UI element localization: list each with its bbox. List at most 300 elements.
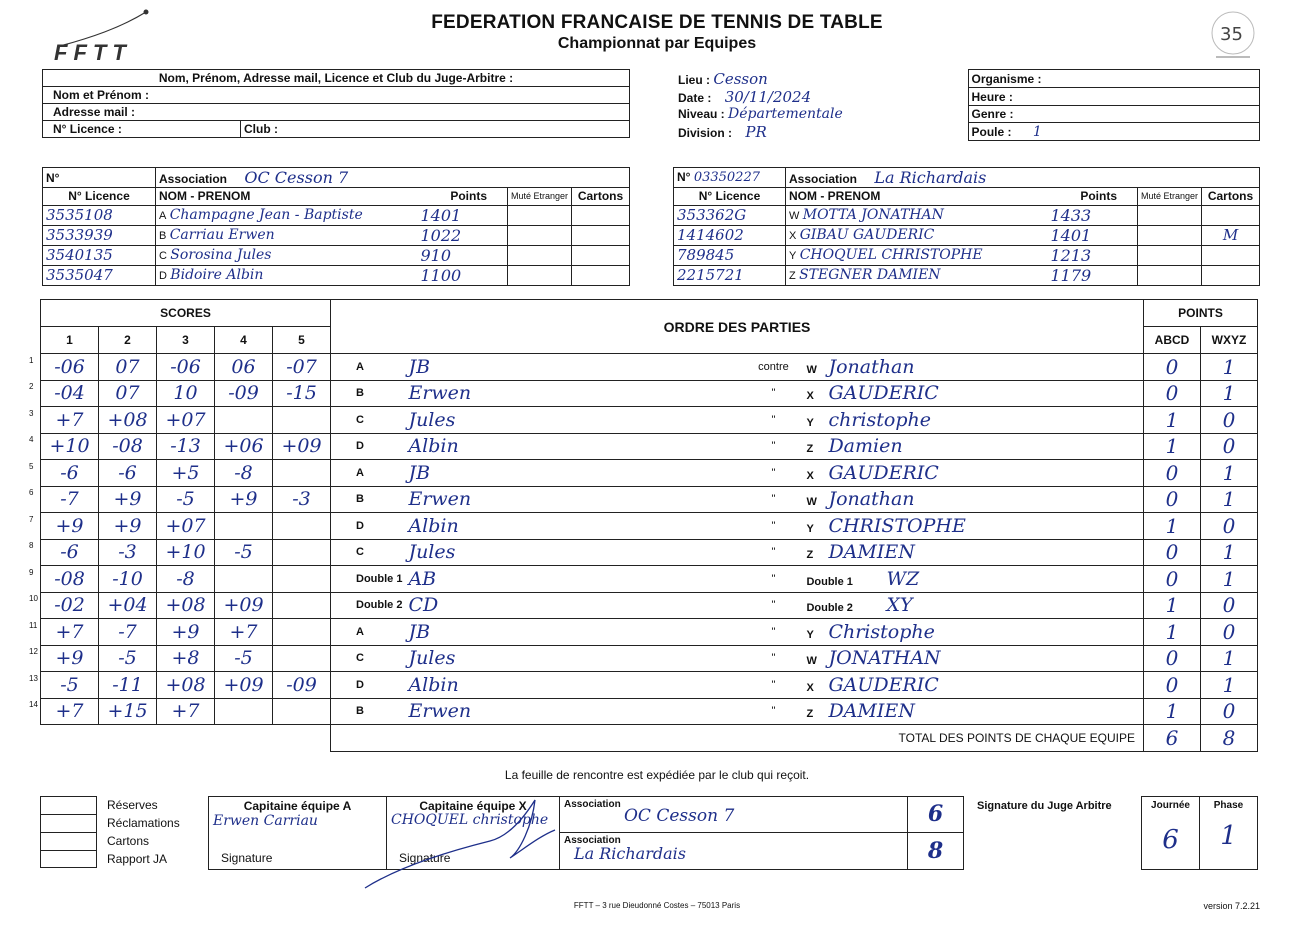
- team-a-player-points: 1401: [418, 205, 508, 225]
- contre-mark: ": [743, 645, 803, 672]
- team-a-player-name-cell: [156, 205, 418, 225]
- x-player: Jonathan: [828, 355, 915, 378]
- assoc-a-score: 6: [908, 797, 964, 833]
- team-x-player-points: 1433: [1048, 205, 1138, 225]
- team-x-col-points: Points: [1048, 188, 1138, 206]
- partie-number: 6: [29, 488, 34, 498]
- version-label: version 7.2.21: [1203, 901, 1260, 911]
- team-x-player-name-cell: [786, 205, 1048, 225]
- set-score: [215, 460, 273, 487]
- niveau-cell: [675, 106, 968, 123]
- team-a-player-points: 1100: [418, 265, 508, 285]
- set-score: [29, 433, 99, 460]
- points-abcd: 0: [1144, 460, 1201, 487]
- partie-number: 10: [29, 594, 38, 604]
- team-a-player-name: Carriau Erwen: [169, 227, 275, 243]
- genre-label: Genre :: [968, 106, 1260, 123]
- points-wxyz: 1: [1201, 539, 1258, 566]
- points-wxyz: 1: [1201, 486, 1258, 513]
- set-3-label: 3: [157, 327, 215, 354]
- set-score-value: 10: [173, 382, 198, 405]
- a-player: JB: [405, 619, 743, 646]
- set-score-value: +09: [223, 673, 264, 696]
- set-score: [99, 592, 157, 619]
- set-score-value: -6: [118, 461, 137, 484]
- expedie-note: La feuille de rencontre est expédiée par le club qui reçoit.: [504, 768, 810, 782]
- contre-mark: ": [743, 380, 803, 407]
- team-x-player-name: MOTTA JONATHAN: [802, 207, 944, 223]
- a-player: Jules: [405, 539, 743, 566]
- x-cell: [803, 486, 1143, 513]
- a-player: Albin: [405, 672, 743, 699]
- set-score: [273, 354, 331, 381]
- partie-row: [41, 672, 1258, 699]
- set-score-value: -5: [176, 488, 195, 511]
- team-x-assoc-label: Association: [789, 172, 858, 186]
- set-score-value: -7: [60, 488, 79, 511]
- set-score: [29, 513, 99, 540]
- set-score-value: -08: [112, 435, 143, 458]
- ja-heading: Nom, Prénom, Adresse mail, Licence et Club du Juge-Arbitre :: [43, 70, 630, 87]
- set-score-value: -5: [234, 647, 253, 670]
- date-cell: [675, 88, 968, 106]
- cap-a-name: Erwen Carriau: [213, 813, 318, 829]
- points-abcd: 0: [1144, 645, 1201, 672]
- organisme-label: Organisme :: [968, 70, 1260, 88]
- points-wxyz: 0: [1201, 433, 1258, 460]
- assoc-x-cell: [560, 832, 908, 869]
- a-letter: B: [331, 698, 406, 725]
- date-label: Date :: [678, 90, 712, 105]
- a-letter: A: [331, 460, 406, 487]
- set-score: [273, 698, 331, 725]
- team-x-num-label: N°: [677, 170, 691, 184]
- set-score: [215, 486, 273, 513]
- anniversary-logo: [1206, 6, 1260, 64]
- phase-value: 1: [1220, 821, 1237, 851]
- set-score: [29, 698, 99, 725]
- set-score-value: +15: [107, 700, 148, 723]
- set-score-value: +07: [165, 514, 206, 537]
- set-score: [157, 354, 215, 381]
- partie-number: 8: [29, 541, 34, 551]
- set-score: [215, 672, 273, 699]
- partie-row: [41, 619, 1258, 646]
- set-score: [99, 698, 157, 725]
- total-label: TOTAL DES POINTS DE CHAQUE EQUIPE: [331, 725, 1144, 752]
- set-score: [215, 407, 273, 434]
- a-player: Jules: [405, 407, 743, 434]
- partie-number: 2: [29, 382, 34, 392]
- set-score-value: +9: [55, 647, 84, 670]
- a-player: Jules: [405, 645, 743, 672]
- team-x-player-points: 1179: [1048, 265, 1138, 285]
- assoc-x-label: Association: [564, 834, 621, 846]
- partie-row: [41, 698, 1258, 725]
- team-x-player-licence: 789845: [674, 245, 786, 265]
- points-label: POINTS: [1144, 300, 1258, 327]
- cap-a-cell: [209, 797, 387, 870]
- team-a-player-row: [43, 225, 630, 245]
- ja-mail-label: Adresse mail :: [43, 104, 630, 121]
- points-abcd: 0: [1144, 486, 1201, 513]
- x-cell: [803, 407, 1143, 434]
- rapport-ja-box[interactable]: [40, 850, 97, 868]
- set-score-value: -07: [286, 355, 317, 378]
- set-score: [273, 619, 331, 646]
- parties-table: [29, 299, 1258, 752]
- team-x-col-nom: NOM - PRENOM: [786, 188, 1048, 206]
- x-cell: [803, 460, 1143, 487]
- set-score-value: -09: [228, 382, 259, 405]
- x-player: Jonathan: [828, 488, 915, 511]
- points-wxyz: 1: [1201, 672, 1258, 699]
- partie-number: 9: [29, 567, 34, 577]
- set-score: [215, 380, 273, 407]
- set-score-value: +08: [107, 408, 148, 431]
- x-player: DAMIEN: [828, 541, 915, 564]
- team-a-player-letter: D: [159, 270, 167, 282]
- x-letter: Y: [806, 522, 814, 535]
- set-score: [29, 672, 99, 699]
- x-letter: Double 1: [806, 575, 853, 588]
- team-x-player-mute: [1138, 245, 1202, 265]
- team-x-table: [673, 167, 1260, 286]
- set-score: [29, 619, 99, 646]
- points-wxyz: 1: [1201, 354, 1258, 381]
- match-info-table: [675, 69, 1260, 141]
- team-a-player-name: Champagne Jean - Baptiste: [169, 207, 363, 223]
- set-score-value: -6: [60, 461, 79, 484]
- x-player: WZ: [886, 567, 920, 590]
- points-abcd: 1: [1144, 407, 1201, 434]
- team-a-player-mute: [508, 225, 572, 245]
- partie-number: 12: [29, 647, 38, 657]
- x-cell: [803, 645, 1143, 672]
- set-score-value: +09: [281, 435, 322, 458]
- points-abcd: 0: [1144, 566, 1201, 593]
- x-cell: [803, 380, 1143, 407]
- reserve-boxes: [40, 796, 180, 868]
- reclamations-box[interactable]: [40, 814, 97, 832]
- contre-mark: ": [743, 433, 803, 460]
- team-x-col-licence: N° Licence: [674, 188, 786, 206]
- x-player: Christophe: [828, 620, 935, 643]
- set-score-value: +9: [113, 488, 142, 511]
- phase-cell: [1200, 797, 1258, 870]
- journee-phase-table: [1141, 796, 1258, 870]
- reclamations-label: Réclamations: [107, 816, 180, 830]
- x-player: DAMIEN: [828, 700, 915, 723]
- team-a-player-letter: C: [159, 250, 167, 262]
- points-wxyz: 1: [1201, 645, 1258, 672]
- x-player: GAUDERIC: [828, 673, 939, 696]
- team-x-assoc-cell: [786, 168, 1260, 188]
- cap-x-signature-label: Signature: [399, 851, 451, 865]
- lieu-label: Lieu :: [678, 72, 710, 87]
- team-a-table: [42, 167, 630, 286]
- set-score: [157, 672, 215, 699]
- set-score: [99, 513, 157, 540]
- lieu-value: Cesson: [713, 69, 768, 88]
- a-player: AB: [405, 566, 743, 593]
- team-x-player-licence: 353362G: [674, 205, 786, 225]
- x-letter: Y: [806, 416, 814, 429]
- poule-label: Poule :: [971, 124, 1012, 139]
- a-letter: D: [331, 672, 406, 699]
- a-letter: A: [331, 619, 406, 646]
- a-player: Albin: [405, 433, 743, 460]
- team-a-player-letter: A: [159, 210, 167, 222]
- partie-row: [41, 433, 1258, 460]
- team-x-player-letter: Y: [789, 250, 797, 262]
- team-x-col-cartons: Cartons: [1202, 188, 1260, 206]
- team-x-player-name: GIBAU GAUDERIC: [799, 227, 935, 243]
- partie-row: [41, 592, 1258, 619]
- a-player: CD: [405, 592, 743, 619]
- set-score: [29, 460, 99, 487]
- x-player: JONATHAN: [828, 647, 941, 670]
- abcd-label: ABCD: [1144, 327, 1201, 354]
- set-score-value: +9: [55, 514, 84, 537]
- total-wxyz: 8: [1201, 725, 1258, 752]
- team-x-col-mute: Muté Etranger: [1138, 188, 1202, 206]
- set-score: [29, 645, 99, 672]
- team-a-player-name-cell: [156, 265, 418, 285]
- team-x-player-name: STEGNER DAMIEN: [799, 267, 941, 283]
- x-player: CHRISTOPHE: [828, 514, 966, 537]
- a-letter: B: [331, 486, 406, 513]
- journee-value: 6: [1162, 825, 1179, 855]
- set-score-value: +5: [171, 461, 200, 484]
- team-a-num-label: N°: [43, 168, 156, 188]
- team-x-player-carton: [1202, 205, 1260, 225]
- set-score-value: +9: [229, 488, 258, 511]
- partie-number: 3: [29, 408, 34, 418]
- set-score: [99, 407, 157, 434]
- set-score: [157, 513, 215, 540]
- set-5-label: 5: [273, 327, 331, 354]
- partie-number: 13: [29, 673, 38, 683]
- x-letter: W: [806, 496, 817, 509]
- team-x-player-row: [674, 225, 1260, 245]
- partie-row: [41, 380, 1258, 407]
- set-score-value: 06: [231, 355, 256, 378]
- points-abcd: 1: [1144, 513, 1201, 540]
- set-score-value: +7: [229, 620, 258, 643]
- total-abcd: 6: [1144, 725, 1201, 752]
- set-score: [273, 380, 331, 407]
- team-a-player-licence: 3535047: [43, 265, 156, 285]
- set-score: [273, 460, 331, 487]
- contre-mark: ": [743, 619, 803, 646]
- set-score: [157, 433, 215, 460]
- set-score: [99, 672, 157, 699]
- points-wxyz: 0: [1201, 592, 1258, 619]
- a-player: Erwen: [405, 486, 743, 513]
- set-score-value: -6: [60, 541, 79, 564]
- x-cell: [803, 698, 1143, 725]
- fftt-address: FFTT – 3 rue Dieudonné Costes – 75013 Paris: [573, 901, 741, 910]
- partie-row: [41, 513, 1258, 540]
- team-x-player-row: [674, 245, 1260, 265]
- team-a-assoc-cell: [156, 168, 630, 188]
- set-score: [215, 354, 273, 381]
- set-score: [273, 486, 331, 513]
- ja-signature-label: Signature du Juge Arbitre: [977, 800, 1112, 812]
- set-1-label: 1: [41, 327, 99, 354]
- x-cell: [803, 433, 1143, 460]
- heure-label: Heure :: [968, 88, 1260, 106]
- captains-table: [208, 796, 964, 870]
- set-score: [215, 566, 273, 593]
- contre-mark: ": [743, 513, 803, 540]
- points-abcd: 0: [1144, 380, 1201, 407]
- team-x-num-cell: [674, 168, 786, 188]
- cap-x-label: Capitaine équipe X: [419, 799, 527, 813]
- team-x-player-name-cell: [786, 245, 1048, 265]
- team-x-player-points: 1401: [1048, 225, 1138, 245]
- set-score: [29, 566, 99, 593]
- team-a-col-licence: N° Licence: [43, 188, 156, 206]
- set-score-value: +06: [223, 435, 264, 458]
- contre-mark: ": [743, 698, 803, 725]
- set-score: [157, 592, 215, 619]
- x-cell: [803, 592, 1143, 619]
- fftt-logo-text: FFTT: [54, 40, 132, 65]
- x-player: XY: [886, 594, 913, 617]
- set-score: [273, 433, 331, 460]
- team-a-player-letter: B: [159, 230, 167, 242]
- set-score-value: -04: [54, 382, 85, 405]
- x-letter: Double 2: [806, 602, 853, 615]
- cap-x-name: CHOQUEL christophe: [391, 812, 549, 828]
- team-x-num-value: 03350227: [693, 170, 760, 185]
- set-score: [157, 566, 215, 593]
- cap-a-label: Capitaine équipe A: [243, 799, 352, 813]
- set-score-value: -5: [118, 647, 137, 670]
- poule-cell: [968, 123, 1260, 141]
- set-score-value: -3: [292, 488, 311, 511]
- x-letter: X: [806, 681, 814, 694]
- set-score: [273, 672, 331, 699]
- team-a-col-mute: Muté Etranger: [508, 188, 572, 206]
- set-score-value: -09: [286, 673, 317, 696]
- set-score: [29, 486, 99, 513]
- a-letter: D: [331, 513, 406, 540]
- team-a-player-carton: [572, 205, 630, 225]
- poule-value: 1: [1032, 123, 1042, 140]
- page-subtitle: Championnat par Equipes: [557, 35, 757, 52]
- team-x-player-carton: M: [1202, 225, 1260, 245]
- assoc-x-value: La Richardais: [574, 843, 686, 863]
- set-score: [157, 380, 215, 407]
- team-x-player-letter: X: [789, 230, 797, 242]
- title-block: [0, 12, 1314, 53]
- points-abcd: 0: [1144, 539, 1201, 566]
- cap-a-signature-label: Signature: [221, 851, 273, 865]
- set-score-value: +04: [107, 594, 148, 617]
- contre-mark: ": [743, 460, 803, 487]
- team-x-player-name-cell: [786, 265, 1048, 285]
- team-a-player-points: 1022: [418, 225, 508, 245]
- set-score-value: -8: [234, 461, 253, 484]
- team-a-assoc-label: Association: [159, 172, 228, 186]
- set-score-value: +9: [171, 620, 200, 643]
- set-score-value: +08: [165, 673, 206, 696]
- a-player: Erwen: [405, 698, 743, 725]
- team-a-col-points: Points: [418, 188, 508, 206]
- partie-row: [41, 460, 1258, 487]
- set-score-value: +7: [171, 700, 200, 723]
- x-cell: [803, 566, 1143, 593]
- division-value: PR: [745, 122, 767, 141]
- set-score: [157, 619, 215, 646]
- scores-label: SCORES: [41, 300, 331, 327]
- wxyz-label: WXYZ: [1201, 327, 1258, 354]
- set-score: [273, 592, 331, 619]
- set-score: [99, 645, 157, 672]
- team-a-player-points: 910: [418, 245, 508, 265]
- team-a-assoc-value: OC Cesson 7: [244, 168, 349, 187]
- set-score: [157, 539, 215, 566]
- team-a-player-name: Sorosina Jules: [170, 247, 272, 263]
- points-abcd: 1: [1144, 433, 1201, 460]
- team-x-player-mute: [1138, 225, 1202, 245]
- assoc-a-label: Association: [564, 799, 621, 810]
- reserves-label: Réserves: [107, 798, 158, 812]
- x-letter: W: [806, 363, 817, 376]
- set-score-value: +7: [55, 408, 84, 431]
- x-player: christophe: [828, 408, 931, 431]
- team-x-player-carton: [1202, 245, 1260, 265]
- a-player: Albin: [405, 513, 743, 540]
- juge-arbitre-table: [42, 69, 630, 138]
- x-letter: Y: [806, 628, 814, 641]
- points-abcd: 1: [1144, 619, 1201, 646]
- contre-mark: ": [743, 566, 803, 593]
- svg-text:35: 35: [1220, 24, 1243, 45]
- team-x-player-letter: Z: [789, 270, 796, 282]
- set-score: [29, 407, 99, 434]
- x-cell: [803, 354, 1143, 381]
- a-letter: A: [331, 354, 406, 381]
- set-score: [99, 619, 157, 646]
- set-score: [29, 592, 99, 619]
- cartons-box[interactable]: [40, 832, 97, 850]
- team-a-player-licence: 3535108: [43, 205, 156, 225]
- points-abcd: 1: [1144, 698, 1201, 725]
- points-abcd: 1: [1144, 592, 1201, 619]
- a-player: JB: [405, 354, 743, 381]
- points-wxyz: 0: [1201, 619, 1258, 646]
- set-score: [99, 486, 157, 513]
- x-letter: X: [806, 469, 814, 482]
- set-score-value: -11: [112, 673, 143, 696]
- set-score: [215, 433, 273, 460]
- points-abcd: 0: [1144, 672, 1201, 699]
- partie-row: [41, 566, 1258, 593]
- x-cell: [803, 513, 1143, 540]
- rapport-ja-label: Rapport JA: [107, 852, 168, 866]
- set-score-value: +7: [55, 620, 84, 643]
- set-score: [215, 539, 273, 566]
- set-score: [99, 566, 157, 593]
- points-wxyz: 1: [1201, 380, 1258, 407]
- phase-label: Phase: [1213, 800, 1244, 811]
- reserves-box[interactable]: [40, 796, 97, 814]
- set-score-value: 07: [115, 355, 140, 378]
